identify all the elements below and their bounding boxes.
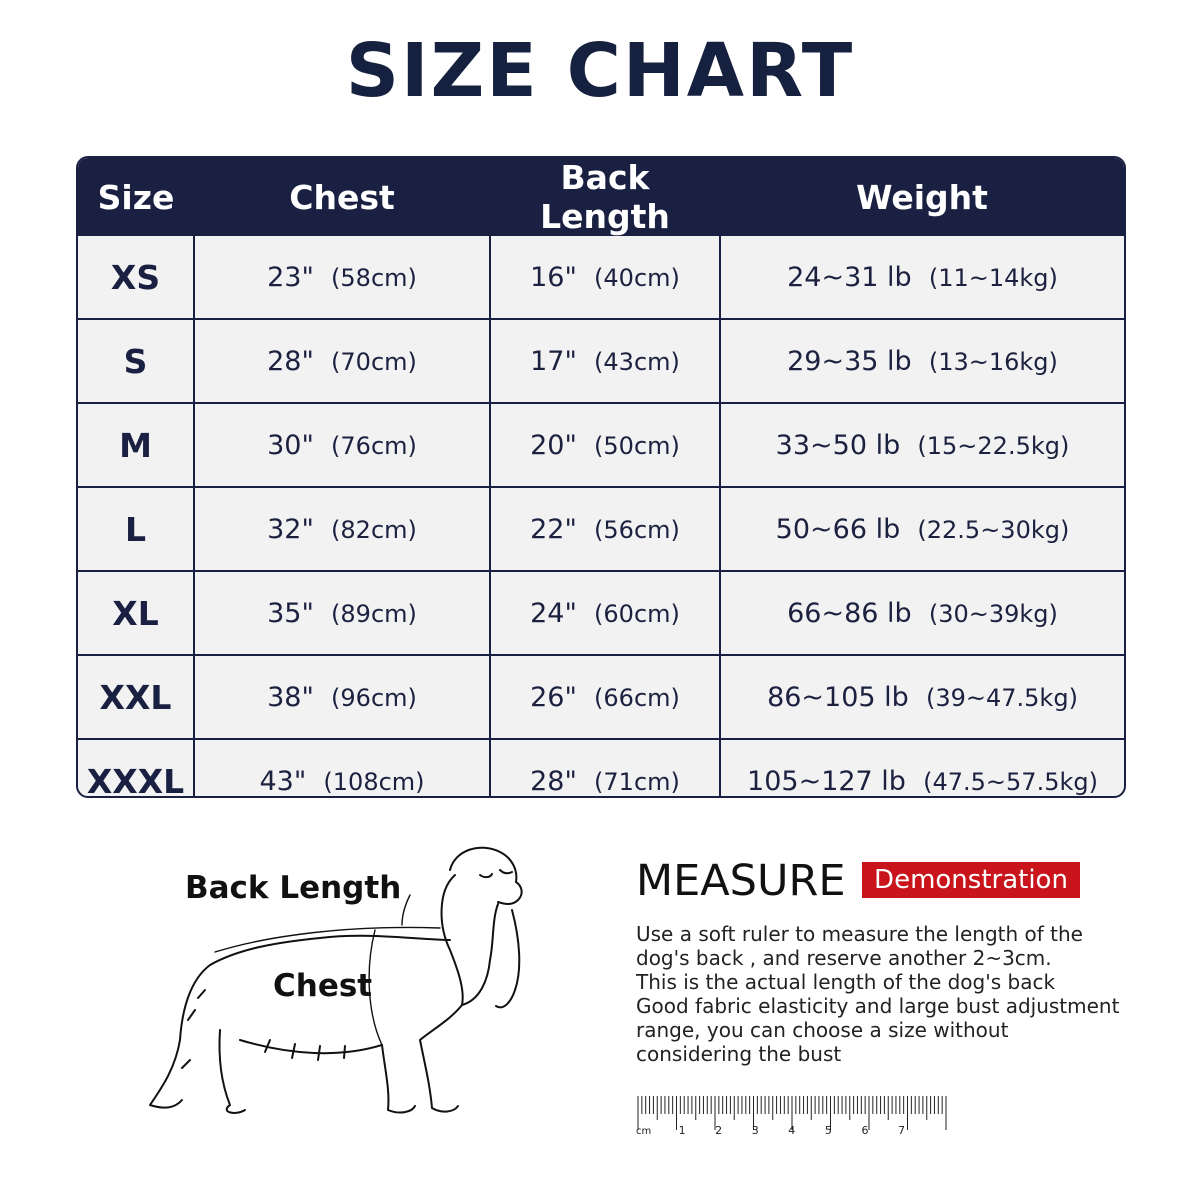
measure-description [636, 922, 1120, 1066]
back-metric-value: (60cm) [594, 599, 680, 628]
weight-cell [720, 236, 1124, 319]
chest-cell [194, 487, 490, 571]
weight-metric-value: (39~47.5kg) [925, 683, 1078, 712]
back-length-cell [490, 571, 720, 655]
chest-metric-value: (96cm) [331, 683, 417, 712]
chest-cell [194, 571, 490, 655]
weight-value: 86~105 lb [767, 681, 909, 713]
ruler-number: 3 [751, 1124, 759, 1137]
back-length-cell [490, 655, 720, 739]
weight-metric-value: (47.5~57.5kg) [923, 767, 1098, 796]
size-value: XS [110, 257, 161, 297]
size-cell [78, 403, 194, 487]
header-chest: Chest [289, 177, 395, 217]
table-row [78, 487, 1124, 571]
size-cell [78, 571, 194, 655]
chest-cell [194, 403, 490, 487]
measure-heading: MEASURE [636, 856, 846, 906]
size-cell [78, 487, 194, 571]
table-row [78, 571, 1124, 655]
ruler-unit: cm [636, 1126, 652, 1137]
desc-line: range, you can choose a size without [636, 1018, 1009, 1042]
size-cell [78, 319, 194, 403]
chest-metric-value: (58cm) [331, 263, 417, 292]
back-value: 24" [530, 597, 577, 629]
size-value: M [119, 425, 152, 465]
desc-line: considering the bust [636, 1042, 842, 1066]
back-metric-value: (71cm) [594, 767, 680, 796]
weight-metric-value: (11~14kg) [928, 263, 1058, 292]
ruler-number: 7 [898, 1124, 906, 1137]
chest-value: 43" [259, 765, 307, 797]
table-row [78, 655, 1124, 739]
size-value: S [123, 341, 148, 381]
back-value: 28" [530, 765, 577, 797]
back-metric-value: (43cm) [594, 347, 680, 376]
table-row [78, 403, 1124, 487]
header-size: Size [97, 177, 175, 217]
weight-cell [720, 739, 1124, 798]
back-value: 20" [530, 429, 577, 461]
desc-line: Good fabric elasticity and large bust adjustment [636, 994, 1120, 1018]
weight-value: 105~127 lb [747, 765, 906, 797]
weight-cell [720, 571, 1124, 655]
chest-metric-value: (89cm) [331, 599, 417, 628]
back-value: 17" [530, 345, 577, 377]
weight-cell [720, 487, 1124, 571]
size-value: XXXL [86, 761, 185, 798]
chest-metric-value: (108cm) [323, 767, 425, 796]
back-metric-value: (40cm) [594, 263, 680, 292]
back-metric-value: (66cm) [594, 683, 680, 712]
table-row [78, 739, 1124, 798]
weight-value: 66~86 lb [787, 597, 912, 629]
size-value: L [124, 509, 147, 549]
weight-metric-value: (15~22.5kg) [917, 431, 1070, 460]
desc-line: This is the actual length of the dog's back [636, 970, 1056, 994]
chest-cell [194, 739, 490, 798]
weight-metric-value: (22.5~30kg) [917, 515, 1070, 544]
demonstration-badge: Demonstration [862, 862, 1080, 898]
ruler-icon [636, 1094, 956, 1138]
weight-value: 29~35 lb [787, 345, 912, 377]
desc-line: Use a soft ruler to measure the length of the [636, 922, 1083, 946]
chest-value: 30" [267, 429, 314, 461]
back-length-cell [490, 403, 720, 487]
back-length-label: Back Length [185, 870, 402, 906]
chest-metric-value: (76cm) [331, 431, 417, 460]
back-metric-value: (50cm) [594, 431, 680, 460]
chest-value: 28" [267, 345, 314, 377]
size-value: XXL [99, 677, 172, 717]
weight-cell [720, 655, 1124, 739]
back-length-cell [490, 739, 720, 798]
weight-metric-value: (13~16kg) [928, 347, 1058, 376]
chest-cell [194, 655, 490, 739]
page-title: SIZE CHART [345, 28, 855, 114]
weight-cell [720, 319, 1124, 403]
size-cell [78, 739, 194, 798]
chest-metric-value: (70cm) [331, 347, 417, 376]
back-length-cell [490, 236, 720, 319]
chest-value: 32" [267, 513, 314, 545]
weight-value: 50~66 lb [775, 513, 901, 545]
header-weight: Weight [856, 177, 988, 217]
ruler-number: 6 [861, 1124, 869, 1137]
chest-metric-value: (82cm) [331, 515, 417, 544]
chest-cell [194, 319, 490, 403]
chest-value: 35" [267, 597, 314, 629]
ruler-number: 2 [715, 1124, 723, 1137]
weight-value: 24~31 lb [787, 261, 912, 293]
table-header-row [78, 158, 1124, 236]
weight-metric-value: (30~39kg) [928, 599, 1058, 628]
back-value: 16" [530, 261, 577, 293]
back-length-cell [490, 319, 720, 403]
ruler-number: 1 [678, 1124, 686, 1137]
ruler-number: 5 [824, 1124, 832, 1137]
weight-cell [720, 403, 1124, 487]
size-cell [78, 655, 194, 739]
back-value: 22" [530, 513, 577, 545]
size-value: XL [112, 593, 159, 633]
weight-value: 33~50 lb [775, 429, 901, 461]
back-length-cell [490, 487, 720, 571]
back-metric-value: (56cm) [594, 515, 680, 544]
size-cell [78, 236, 194, 319]
chest-value: 38" [267, 681, 314, 713]
chest-cell [194, 236, 490, 319]
header-back-length: Back Length [540, 158, 670, 236]
table-row [78, 236, 1124, 319]
ruler-number: 4 [788, 1124, 796, 1137]
table-row [78, 319, 1124, 403]
back-value: 26" [530, 681, 577, 713]
chest-value: 23" [267, 261, 314, 293]
chest-label: Chest [273, 968, 373, 1004]
size-chart-table [76, 156, 1126, 798]
desc-line: dog's back , and reserve another 2~3cm. [636, 946, 1052, 970]
